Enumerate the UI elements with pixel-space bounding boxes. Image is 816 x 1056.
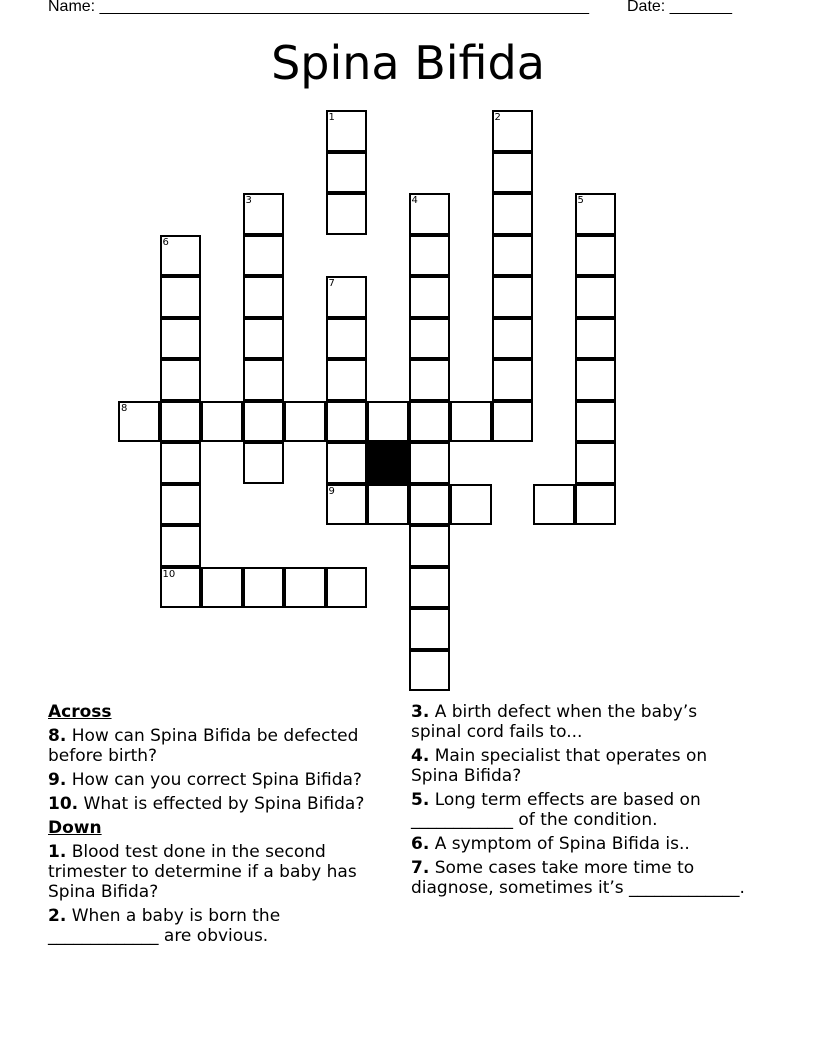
clue-across-9 xyxy=(48,770,393,790)
crossword-cell[interactable] xyxy=(326,401,368,443)
clue-number-label: 2 xyxy=(494,112,501,123)
clue-text: Long term effects are based on ____________ of the condition. xyxy=(411,790,701,830)
crossword-block xyxy=(367,442,409,484)
crossword-cell[interactable] xyxy=(243,193,285,235)
clue-number: 10. xyxy=(48,794,79,814)
clue-number: 7. xyxy=(411,858,430,878)
clue-number: 8. xyxy=(48,726,67,746)
clue-text: How can you correct Spina Bifida? xyxy=(71,770,362,790)
crossword-cell[interactable] xyxy=(492,235,534,277)
clues-left-column xyxy=(48,702,393,950)
clue-number-label: 3 xyxy=(245,195,252,206)
clue-text: A birth defect when the baby’s spinal cord fails to... xyxy=(411,702,698,742)
crossword-cell[interactable] xyxy=(326,359,368,401)
clue-text: What is effected by Spina Bifida? xyxy=(83,794,365,814)
crossword-cell[interactable] xyxy=(409,235,451,277)
date-field: Date: _______ xyxy=(627,0,732,15)
clue-down-4 xyxy=(411,746,751,786)
crossword-cell[interactable] xyxy=(243,442,285,484)
crossword-cell[interactable] xyxy=(409,484,451,526)
crossword-cell[interactable] xyxy=(201,401,243,443)
crossword-cell[interactable] xyxy=(575,359,617,401)
clue-text: How can Spina Bifida be defected before birth? xyxy=(48,726,359,766)
crossword-cell[interactable] xyxy=(409,442,451,484)
crossword-cell[interactable] xyxy=(284,401,326,443)
crossword-cell[interactable] xyxy=(326,567,368,609)
crossword-cell[interactable] xyxy=(409,318,451,360)
crossword-cell[interactable] xyxy=(243,276,285,318)
crossword-cell[interactable] xyxy=(367,401,409,443)
clue-number: 4. xyxy=(411,746,430,766)
crossword-cell[interactable] xyxy=(160,401,202,443)
clue-text: Main specialist that operates on Spina Bifida? xyxy=(411,746,708,786)
crossword-cell[interactable] xyxy=(160,359,202,401)
clue-number: 5. xyxy=(411,790,430,810)
clue-text: Some cases take more time to diagnose, sometimes it’s _____________. xyxy=(411,858,745,898)
crossword-cell[interactable] xyxy=(450,484,492,526)
crossword-cell[interactable] xyxy=(575,276,617,318)
crossword-cell[interactable] xyxy=(575,484,617,526)
crossword-cell[interactable] xyxy=(492,359,534,401)
crossword-cell[interactable] xyxy=(575,318,617,360)
crossword-cell[interactable] xyxy=(492,276,534,318)
crossword-cell[interactable] xyxy=(160,442,202,484)
crossword-cell[interactable] xyxy=(409,608,451,650)
crossword-cell[interactable] xyxy=(492,193,534,235)
clue-across-8 xyxy=(48,726,393,766)
clue-number-label: 8 xyxy=(121,402,128,414)
clues-right-column xyxy=(411,702,751,902)
clue-number-label: 9 xyxy=(328,485,335,497)
crossword-cell[interactable] xyxy=(575,193,617,235)
crossword-cell[interactable] xyxy=(409,193,451,235)
across-heading: Across xyxy=(48,702,112,722)
crossword-cell[interactable] xyxy=(326,110,368,152)
clue-number: 9. xyxy=(48,770,67,790)
page-title: Spina Bifida xyxy=(271,36,545,90)
crossword-cell[interactable] xyxy=(160,318,202,360)
clue-number-label: 5 xyxy=(577,195,584,206)
crossword-cell[interactable] xyxy=(409,276,451,318)
crossword-cell[interactable] xyxy=(118,401,160,443)
clue-text: When a baby is born the _____________ are obvious. xyxy=(48,906,281,946)
clue-text: Blood test done in the second trimester to determine if a baby has Spina Bifida? xyxy=(48,842,357,902)
crossword-cell[interactable] xyxy=(575,401,617,443)
crossword-cell[interactable] xyxy=(492,152,534,194)
clue-number-label: 10 xyxy=(162,568,176,580)
clue-down-7 xyxy=(411,858,751,898)
crossword-cell[interactable] xyxy=(326,442,368,484)
clue-number-label: 6 xyxy=(162,236,169,248)
crossword-cell[interactable] xyxy=(201,567,243,609)
crossword-cell[interactable] xyxy=(409,401,451,443)
clue-number-label: 1 xyxy=(328,112,335,123)
clue-down-6 xyxy=(411,834,751,854)
crossword-cell[interactable] xyxy=(409,650,451,692)
clue-number: 1. xyxy=(48,842,67,862)
clue-number-label: 4 xyxy=(411,195,418,206)
crossword-cell[interactable] xyxy=(409,567,451,609)
clue-number-label: 7 xyxy=(328,278,335,289)
crossword-cell[interactable] xyxy=(492,110,534,152)
down-heading: Down xyxy=(48,818,102,838)
clue-down-3 xyxy=(411,702,751,742)
crossword-cell[interactable] xyxy=(243,567,285,609)
crossword-cell[interactable] xyxy=(160,276,202,318)
crossword-cell[interactable] xyxy=(409,359,451,401)
crossword-cell[interactable] xyxy=(409,525,451,567)
crossword-cell[interactable] xyxy=(160,235,202,277)
clue-down-2 xyxy=(48,906,393,946)
crossword-cell[interactable] xyxy=(492,318,534,360)
crossword-cell[interactable] xyxy=(284,567,326,609)
clue-down-1 xyxy=(48,842,393,902)
crossword-cell[interactable] xyxy=(243,401,285,443)
crossword-cell[interactable] xyxy=(326,484,368,526)
crossword-cell[interactable] xyxy=(160,567,202,609)
clue-number: 6. xyxy=(411,834,430,854)
crossword-cell[interactable] xyxy=(160,484,202,526)
crossword-cell[interactable] xyxy=(326,193,368,235)
crossword-cell[interactable] xyxy=(450,401,492,443)
crossword-cell[interactable] xyxy=(492,401,534,443)
clue-down-5 xyxy=(411,790,751,830)
crossword-cell[interactable] xyxy=(243,318,285,360)
crossword-cell[interactable] xyxy=(326,152,368,194)
crossword-cell[interactable] xyxy=(243,359,285,401)
clue-across-10 xyxy=(48,794,393,814)
clue-number: 2. xyxy=(48,906,67,926)
clue-text: A symptom of Spina Bifida is.. xyxy=(434,834,690,854)
crossword-cell[interactable] xyxy=(243,235,285,277)
crossword-cell[interactable] xyxy=(367,484,409,526)
clue-number: 3. xyxy=(411,702,430,722)
crossword-cell[interactable] xyxy=(326,318,368,360)
crossword-cell[interactable] xyxy=(575,442,617,484)
name-field: Name: _______________________________________________________ xyxy=(48,0,589,15)
crossword-cell[interactable] xyxy=(326,276,368,318)
crossword-cell[interactable] xyxy=(575,235,617,277)
crossword-cell[interactable] xyxy=(533,484,575,526)
crossword-cell[interactable] xyxy=(160,525,202,567)
